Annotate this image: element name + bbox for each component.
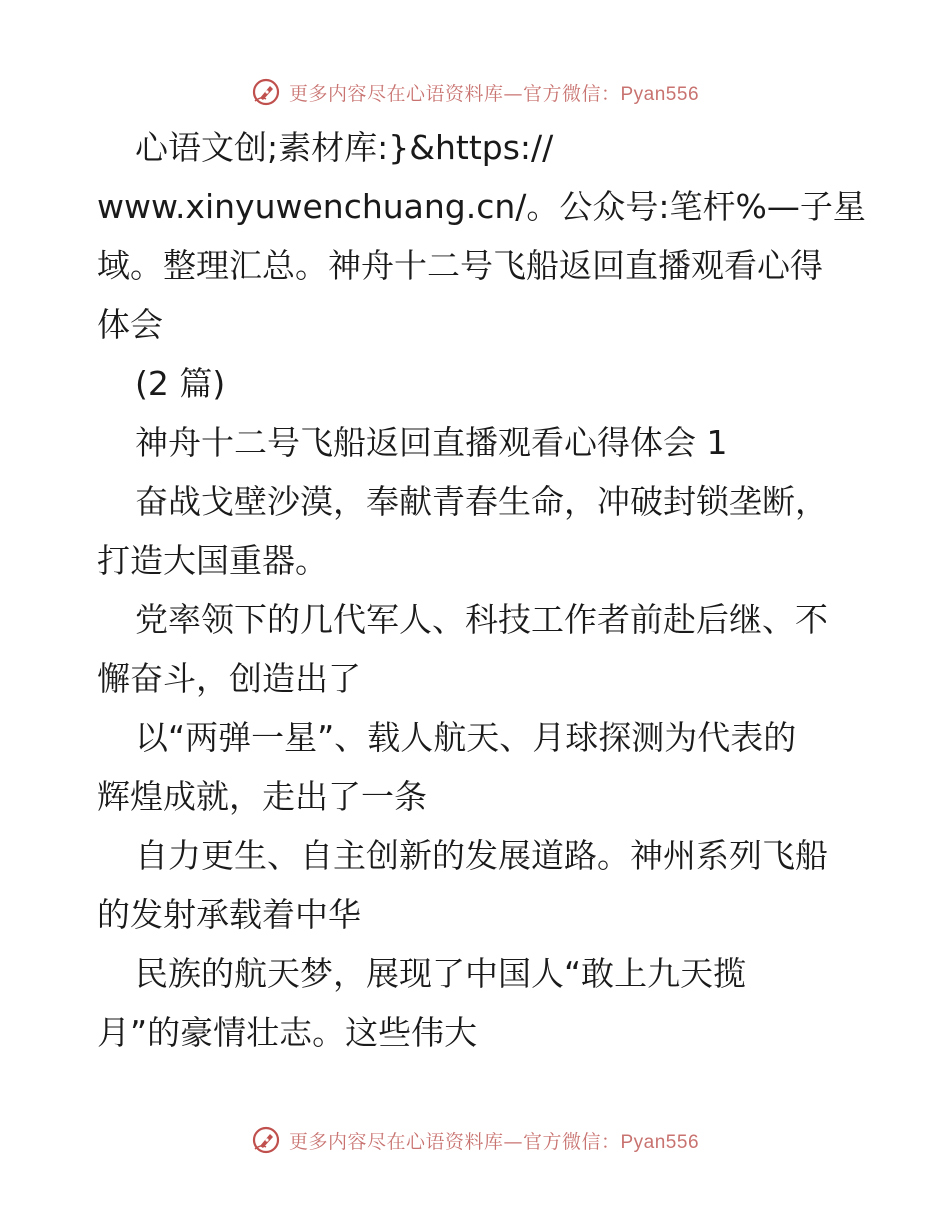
body-line: 民族的航天梦，展现了中国人“敢上九天揽 [135, 954, 747, 993]
document-body [97, 118, 866, 1062]
footer-banner-inner [251, 1125, 699, 1155]
body-line: 奋战戈壁沙漠，奉献青春生命，冲破封锁垄断， [135, 482, 828, 521]
pen-nib-circle-icon [251, 77, 281, 107]
footer-banner-main: 更多内容尽在心语资料库 [288, 1130, 504, 1153]
header-banner-text [289, 79, 699, 106]
body-line: 域。整理汇总。神舟十二号飞船返回直播观看心得 [97, 246, 823, 285]
pen-nib-circle-icon [251, 1125, 281, 1155]
body-line: 辉煌成就，走出了一条 [97, 777, 427, 816]
body-line: www.xinyuwenchuang.cn/。公众号:笔杆%—子星 [97, 187, 866, 226]
footer-banner-separator: — [503, 1130, 523, 1153]
footer-banner-wechat: 官方微信：Pyan556 [523, 1131, 700, 1153]
body-line: 月”的豪情壮志。这些伟大 [97, 1013, 478, 1052]
body-line: 自力更生、自主创新的发展道路。神州系列飞船 [135, 836, 828, 875]
body-line: 打造大国重器。 [97, 541, 328, 580]
header-banner-separator: — [503, 82, 523, 105]
footer-banner [0, 1120, 950, 1160]
body-line: 以“两弹一星”、载人航天、月球探测为代表的 [135, 718, 797, 757]
body-line: 党率领下的几代军人、科技工作者前赴后继、不 [135, 600, 828, 639]
body-line: 体会 [97, 305, 163, 344]
body-line: 神舟十二号飞船返回直播观看心得体会 1 [135, 423, 728, 462]
body-line: (2 篇) [135, 364, 226, 403]
header-banner-main: 更多内容尽在心语资料库 [288, 82, 504, 105]
body-line: 懈奋斗，创造出了 [97, 659, 361, 698]
header-banner [0, 72, 950, 112]
body-line: 心语文创;素材库:}&https:// [135, 128, 554, 167]
header-banner-inner [251, 77, 699, 107]
header-banner-wechat: 官方微信：Pyan556 [523, 83, 700, 105]
footer-banner-text [289, 1127, 699, 1154]
body-line: 的发射承载着中华 [97, 895, 361, 934]
